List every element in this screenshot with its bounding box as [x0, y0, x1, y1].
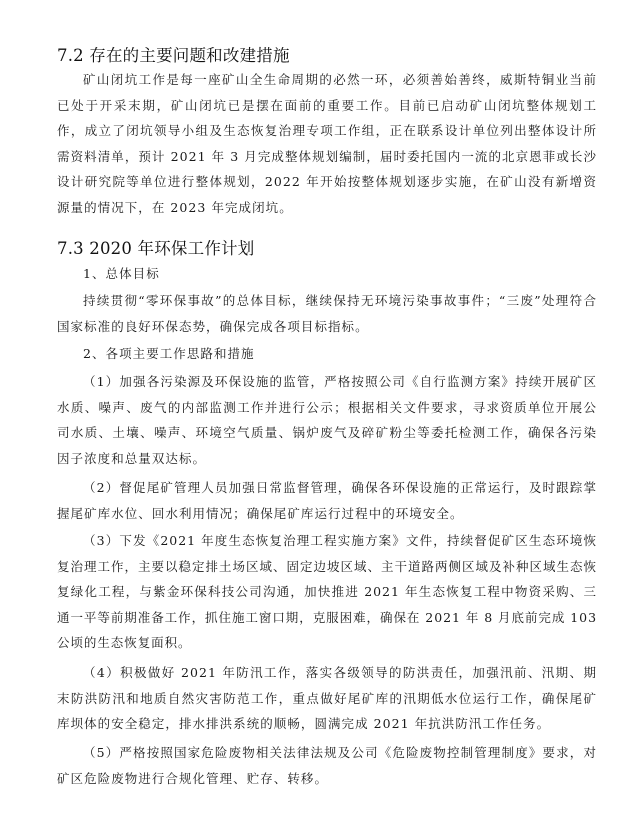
- paragraph-measure-3: （3）下发《2021 年度生态恢复治理工程实施方案》文件，持续督促矿区生态环境恢复治理工作，主要以稳定排土场区域、固定边坡区域、主干道路两侧区域及补种区域生态恢复绿化工程，与紫金环保科技公司沟通，加快推进 2021 年生态恢复工程中物资采购、三通一平等前期准备工作，抓住施工窗口期，克服困难，确保在 2021 年 8 月底前完成 103 公顷的生态恢复面积。: [57, 533, 597, 650]
- paragraph-mine-closure: 矿山闭坑工作是每一座矿山全生命周期的必然一环，必须善始善终，威斯特铜业当前已处于开采末期，矿山闭坑已是摆在面前的重要工作。目前已启动矿山闭坑整体规划工作，成立了闭坑领导小组及生态恢复治理专项工作组，正在联系设计单位列出整体设计所需资料清单，预计 2021 年 3 月完成整体规划编制，届时委托国内一流的北京恩菲或长沙设计研究院等单位进行整体规划，2022 年开始按整体规划逐步实施，在矿山没有新增资源量的情况下，在 2023 年完成闭坑。: [57, 72, 597, 215]
- paragraph-measure-2: （2）督促尾矿管理人员加强日常监督管理，确保各环保设施的正常运行，及时跟踪掌握尾矿库水位、回水利用情况；确保尾矿库运行过程中的环境安全。: [57, 480, 597, 521]
- paragraph-measure-4: （4）积极做好 2021 年防汛工作，落实各级领导的防洪责任，加强汛前、汛期、期末防洪防汛和地质自然灾害防范工作，重点做好尾矿库的汛期低水位运行工作，确保尾矿库坝体的安全稳定，排水排洪系统的顺畅，圆满完成 2021 年抗洪防汛工作任务。: [57, 665, 597, 731]
- subheading-main-measures: 2、各项主要工作思路和措施: [83, 346, 255, 361]
- section-heading-7-2: 7.2 存在的主要问题和改建措施: [57, 46, 290, 65]
- subheading-overall-goal: 1、总体目标: [83, 266, 160, 281]
- paragraph-measure-5: （5）严格按照国家危险废物相关法律法规及公司《危险废物控制管理制度》要求，对矿区危险废物进行合规化管理、贮存、转移。: [57, 745, 597, 786]
- paragraph-measure-1: （1）加强各污染源及环保设施的监管，严格按照公司《自行监测方案》持续开展矿区水质、噪声、废气的内部监测工作并进行公示；根据相关文件要求，寻求资质单位开展公司水质、土壤、噪声、环境空气质量、锅炉废气及碎矿粉尘等委托检测工作，确保各污染因子浓度和总量双达标。: [57, 374, 597, 466]
- paragraph-overall-goal: 持续贯彻“零环保事故”的总体目标，继续保持无环境污染事故事件；“三废”处理符合国家标准的良好环保态势，确保完成各项目标指标。: [57, 293, 597, 334]
- section-heading-7-3: 7.3 2020 年环保工作计划: [57, 239, 255, 258]
